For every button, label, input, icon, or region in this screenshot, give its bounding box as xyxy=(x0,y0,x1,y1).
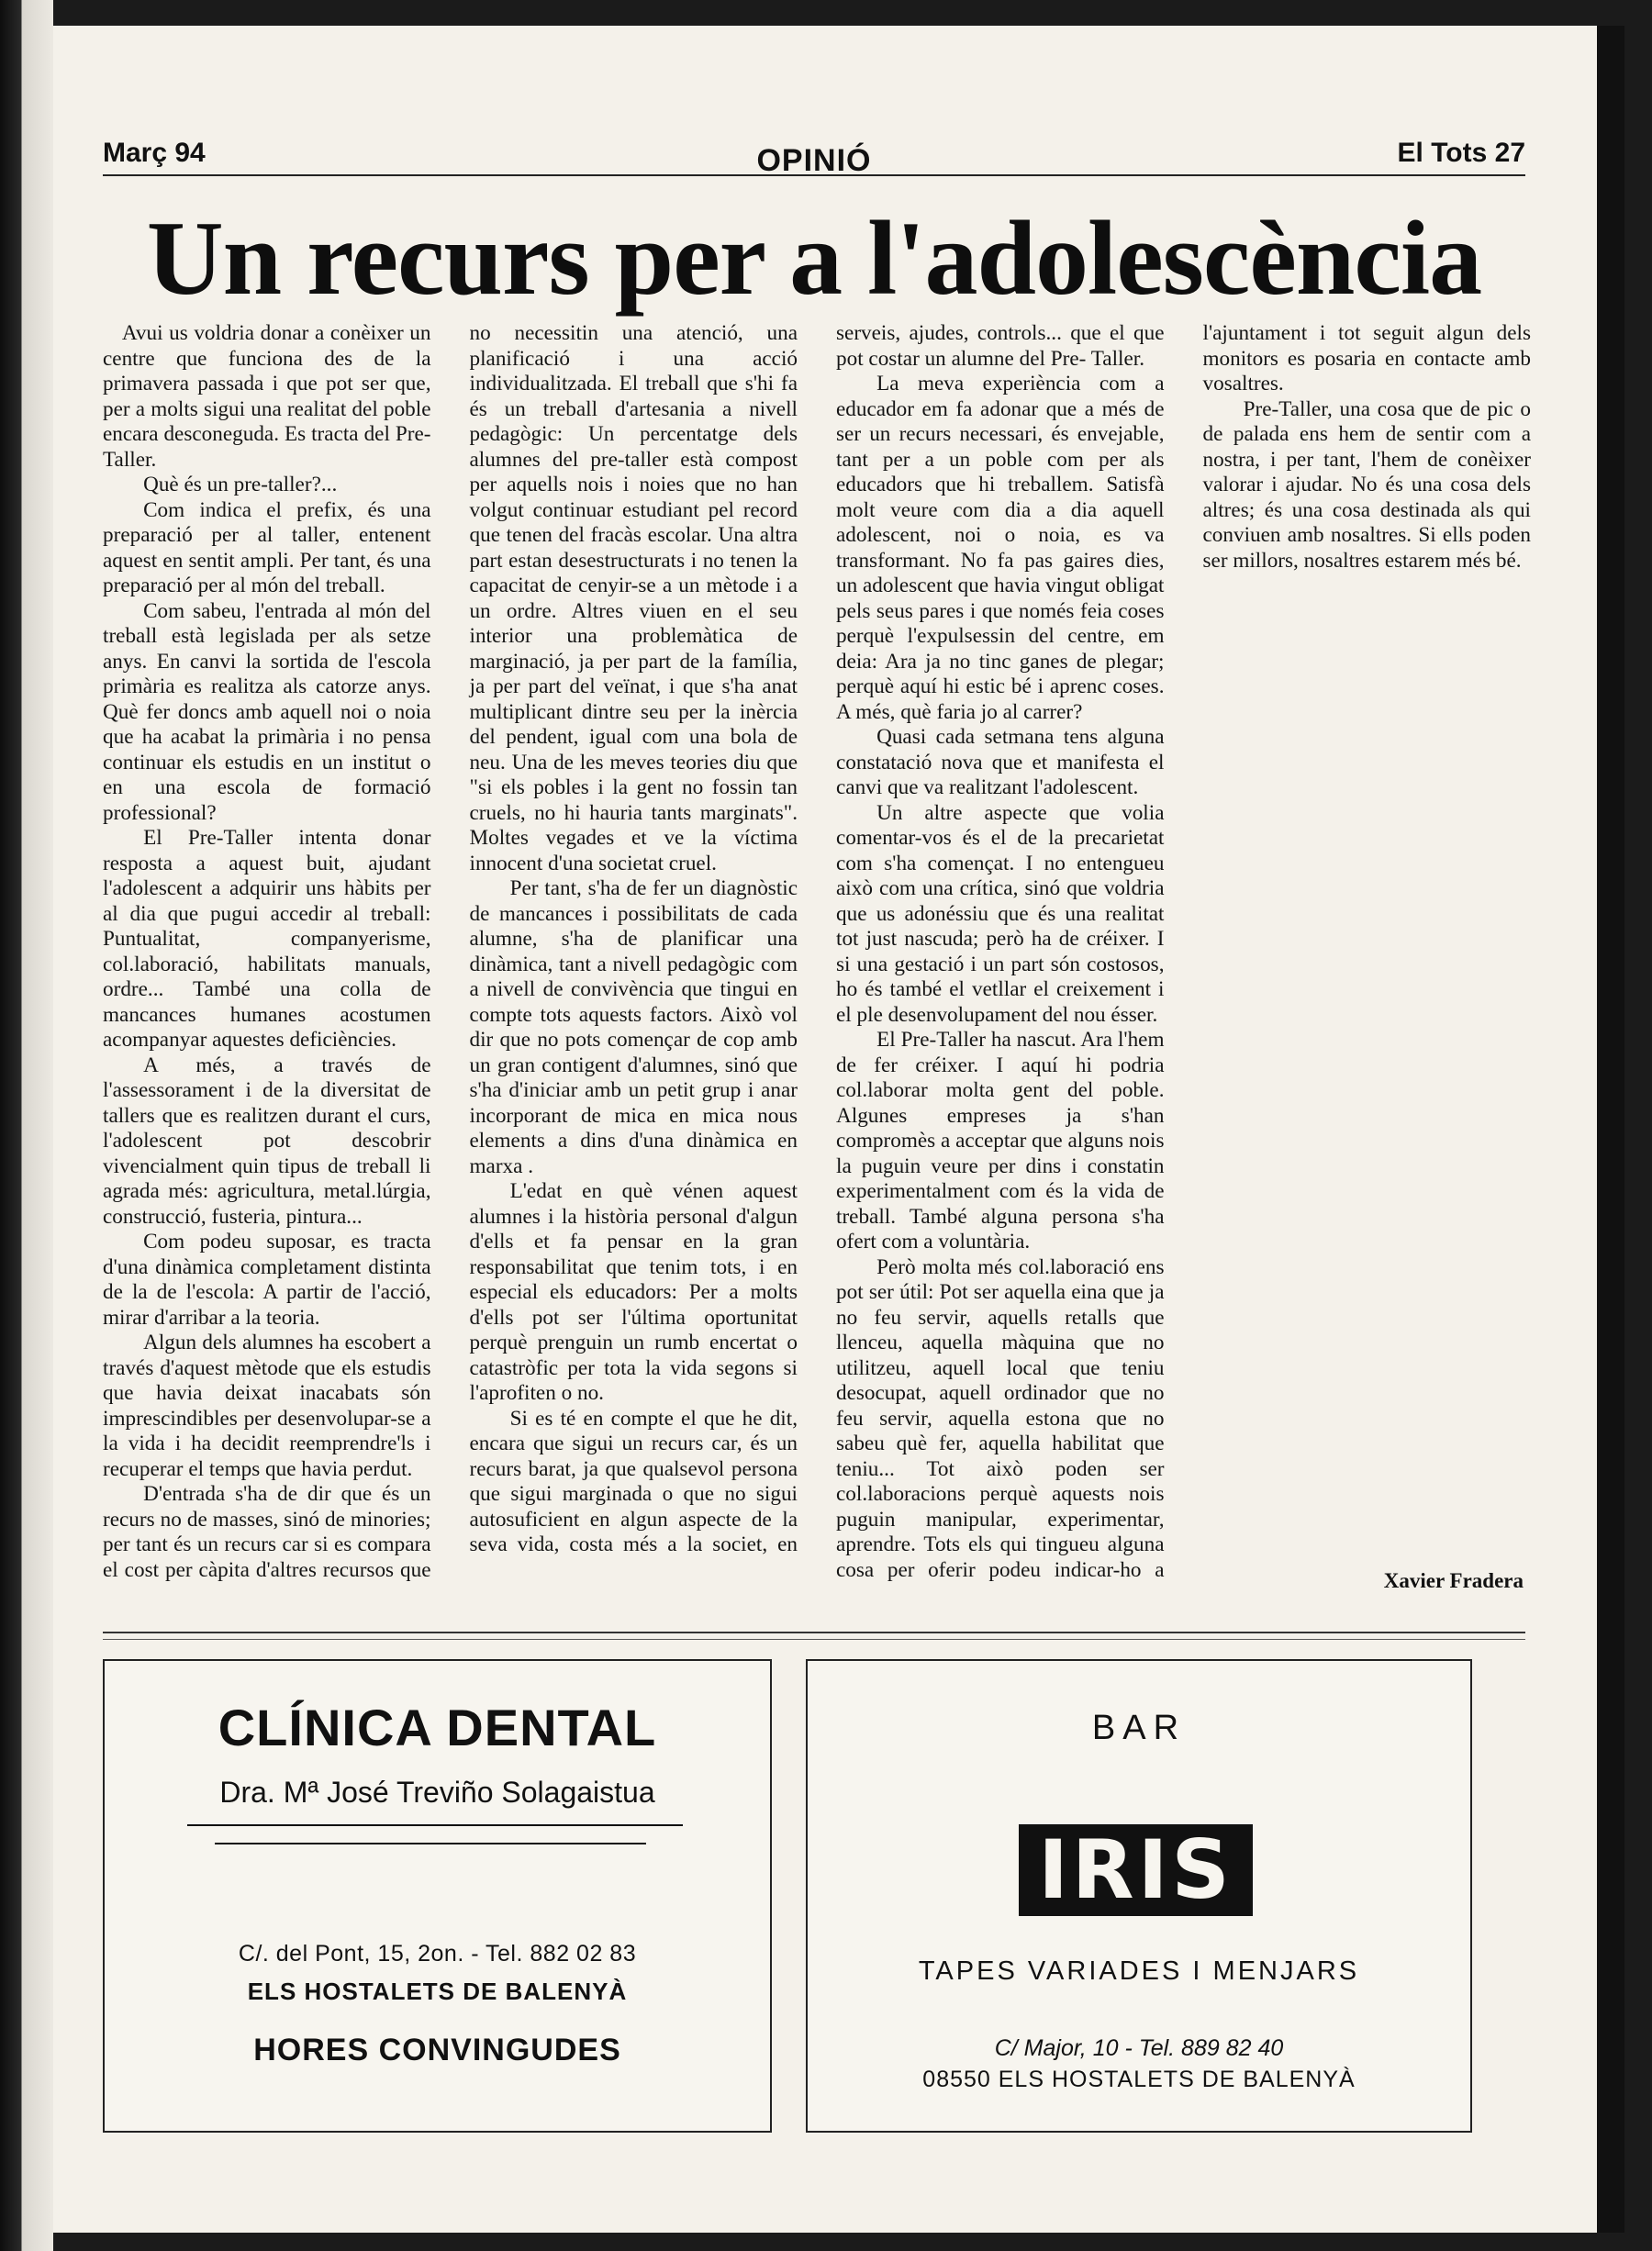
iris-logo: IRIS xyxy=(1019,1824,1253,1916)
article-paragraph: Com podeu suposar, es tracta d'una dinàmica completament distinta de la de l'escola: A partir de l'acció, mirar d'arribar a la teoria. xyxy=(103,1230,431,1330)
ad-rule xyxy=(215,1843,646,1844)
article-paragraph: Per tant, s'ha de fer un diagnòstic de mancances i possibilitats de cada alumne, s'ha de planificar una dinàmica, tant a nivell pedagògic com a nivell de convivència que tingui en compte tots aquests factors. Això vol dir que no pots començar de cop amb un gran contigent d'alumnes, sinó que s'ha d'iniciar amb un petit grup i anar incorporant de mica en mica nous elements a dins d'una dinàmica en marxa . xyxy=(469,876,798,1178)
article-paragraph: D'entrada s'ha de dir que és un recurs no de masses, sinó de minories; per tant és un recurs car si es compara el cost per càpita d'altres recursos que no necessitin una atenció, una planificació i una acció individualitzada. El treball que s'hi fa és un treball d'artesania a nivell pedagògic: Un percentatge dels alumnes del pre-taller està compost per aquells nois i noies que no han volgut continuar estudiant pel record que tenen del fracàs escolar. Una altra part estan desestructurats i no tenen la capacitat de cenyir-se a un mètode i a un ordre. Altres viuen en el seu interior una problemàtica de marginació, ja per part de la família, ja per part del veïnat, i que s'ha anat multiplicant dintre seu per la inèrcia del pendent, igual com una bola de neu. Una de les meves teories diu que "si els pobles i la gent no fossin tan cruels, no hi hauria tants marginats". Moltes vegades et ve la víctima innocent d'una societat cruel. xyxy=(103,321,798,1582)
article-paragraph: Però molta més col.laboració ens pot ser útil: Pot ser aquella eina que ja no feu servir, aquells retalls que llenceu, aquella màquina que no utilitzeu, aquell local que teniu desocupat, aquell ordinador que no feu servir, aquella estona que no sabeu què fer, aquella habilitat que teniu... Tot això poden ser col.laboracions perquè aquests nois puguin manipular, experimentar, aprendre. Tots els qui tingueu alguna cosa per oferir podeu indicar-ho a l'ajuntament i tot seguit algun dels monitors es posaria en contacte amb vosaltres. xyxy=(836,321,1531,1582)
page-number: El Tots 27 xyxy=(1397,138,1525,168)
issue-date: Març 94 xyxy=(103,138,206,168)
article-body xyxy=(103,321,1531,1597)
ad-rule xyxy=(187,1824,683,1826)
article-byline: Xavier Fradera xyxy=(1383,1569,1524,1592)
article-paragraph: Si es té en compte el que he dit, encara que sigui un recurs car, és un recurs barat, ja que qualsevol persona que sigui marginada o que no sigui autosuficient en algun aspecte de la seva vida, costa més a la societ, en serveis, ajudes, controls... que el que pot costar un alumne del Pre- Taller. xyxy=(469,321,1165,1556)
article-paragraph: A més, a través de l'assessorament i de la diversitat de tallers que es realitzen durant el curs, l'adolescent pot descobrir vivencialment quin tipus de treball li agrada més: agricultura, metal.lúrgia, construcció, fusteria, pintura... xyxy=(103,1053,431,1229)
ad-hours: HORES CONVINGUDES xyxy=(253,2033,621,2067)
article-paragraph: Com indica el prefix, és una preparació per al taller, entenent aquest en sentit ampli. Per tant, és una preparació per al món del treball. xyxy=(103,497,431,597)
article-paragraph: La meva experiència com a educador em fa adonar que a més de ser un recurs necessari, és envejable, tant per a un poble com per als educadors que hi treballem. Satisfà molt veure com dia a dia aquell adolescent, noi o noia, es va transformant. No fa pas gaires dies, un adolescent que havia vingut obligat pels seus pares i que només feia coses perquè l'expulsessin del centre, em deia: Ara ja no tinc ganes de plegar; perquè aquí hi estic bé i aprenc coses. A més, què faria jo al carrer? xyxy=(836,372,1165,724)
ad-tagline: TAPES VARIADES I MENJARS xyxy=(918,1956,1360,1986)
dental-clinic-ad xyxy=(103,1659,772,2133)
article-paragraph: Avui us voldria donar a conèixer un centre que funciona des de la primavera passada i que pot ser que, per a molts sigui una realitat del poble encara desconeguda. Es tracta del Pre-Taller. xyxy=(103,321,431,472)
article-paragraph: El Pre-Taller intenta donar resposta a aquest buit, ajudant l'adolescent a adquirir uns hàbits per al dia que pugui accedir al treball: Puntualitat, companyerisme, col.laboració, habilitats manuals, ordre... També una colla de mancances humanes acostumen acompanyar aquestes deficiències. xyxy=(103,826,431,1052)
divider-rule xyxy=(103,1632,1525,1633)
ad-address: C/ Major, 10 - Tel. 889 82 40 xyxy=(994,2035,1284,2061)
article-paragraph: Algun dels alumnes ha escobert a través d'aquest mètode que els estudis que havia deixat inacabats són imprescindibles per desenvolupar-se a la vida i ha decidit reemprendre'ls i recuperar el temps que havia perdut. xyxy=(103,1331,431,1481)
article-paragraph: Quasi cada setmana tens alguna constatació nova que et manifesta el canvi que va realitzant l'adolescent. xyxy=(836,725,1165,799)
article-paragraph: El Pre-Taller ha nascut. Ara l'hem de fer créixer. I aquí hi podria col.laborar molta gent del poble. Algunes empreses ja s'han compromès a acceptar que alguns nois la puguin veure per dins i constatin experimentalment com és la vida de treball. També alguna persona s'ha ofert com a voluntària. xyxy=(836,1028,1165,1254)
page-edge xyxy=(1597,26,1624,2233)
page-gutter xyxy=(0,0,53,2251)
article-paragraph: Com sabeu, l'entrada al món del treball està legislada per als setze anys. En canvi la sortida de l'escola primària es realitza als catorze anys. Què fer doncs amb aquell noi o noia que ha acabat la primària i no pensa continuar els estudis en un institut o en una escola de formació professional? xyxy=(103,598,431,825)
ad-address: C/. del Pont, 15, 2on. - Tel. 882 02 83 xyxy=(238,1941,637,1967)
article-paragraph: Un altre aspecte que volia comentar-vos és el de la precarietat com s'ha començat. I no entengueu això com una crítica, sinó que voldria que us adonéssiu que és una realitat tot just nascuda; però ha de créixer. I si una gestació i un part són costosos, ho és també el vetllar el creixement i el ple desenvolupament del nou ésser. xyxy=(836,800,1165,1027)
ad-doctor-name: Dra. Mª José Treviño Solagaistua xyxy=(219,1776,655,1809)
article-paragraph: Què és un pre-taller?... xyxy=(143,473,338,496)
bar-iris-ad xyxy=(806,1659,1472,2133)
ad-town: 08550 ELS HOSTALETS DE BALENYÀ xyxy=(922,2067,1356,2092)
article-paragraph: Pre-Taller, una cosa que de pic o de palada ens hem de sentir com a nostra, i per tant, l'hem de conèixer valorar i ajudar. No és una cosa dels altres; és una cosa destinada als qui conviuen amb nosaltres. Si ells poden ser millors, nosaltres estarem més bé. xyxy=(1202,396,1531,573)
ad-bar-label: BAR xyxy=(1091,1709,1187,1747)
ad-town: ELS HOSTALETS DE BALENYÀ xyxy=(247,1978,628,2005)
ad-title: CLÍNICA DENTAL xyxy=(218,1699,657,1756)
page-header xyxy=(103,110,1525,176)
article-title: Un recurs per a l'adolescència xyxy=(146,200,1482,318)
divider-rule-thin xyxy=(103,1639,1525,1640)
article-paragraph: L'edat en què vénen aquest alumnes i la història personal d'algun d'ells et fa pensar en la gran responsabilitat que tenim tots, i en especial els educadors: Per a molts d'ells pot ser l'última oportunitat perquè prenguin un rumb encertat o catastròfic per tota la vida segons si l'aprofiten o no. xyxy=(469,1179,798,1405)
section-name: OPINIÓ xyxy=(756,143,872,178)
